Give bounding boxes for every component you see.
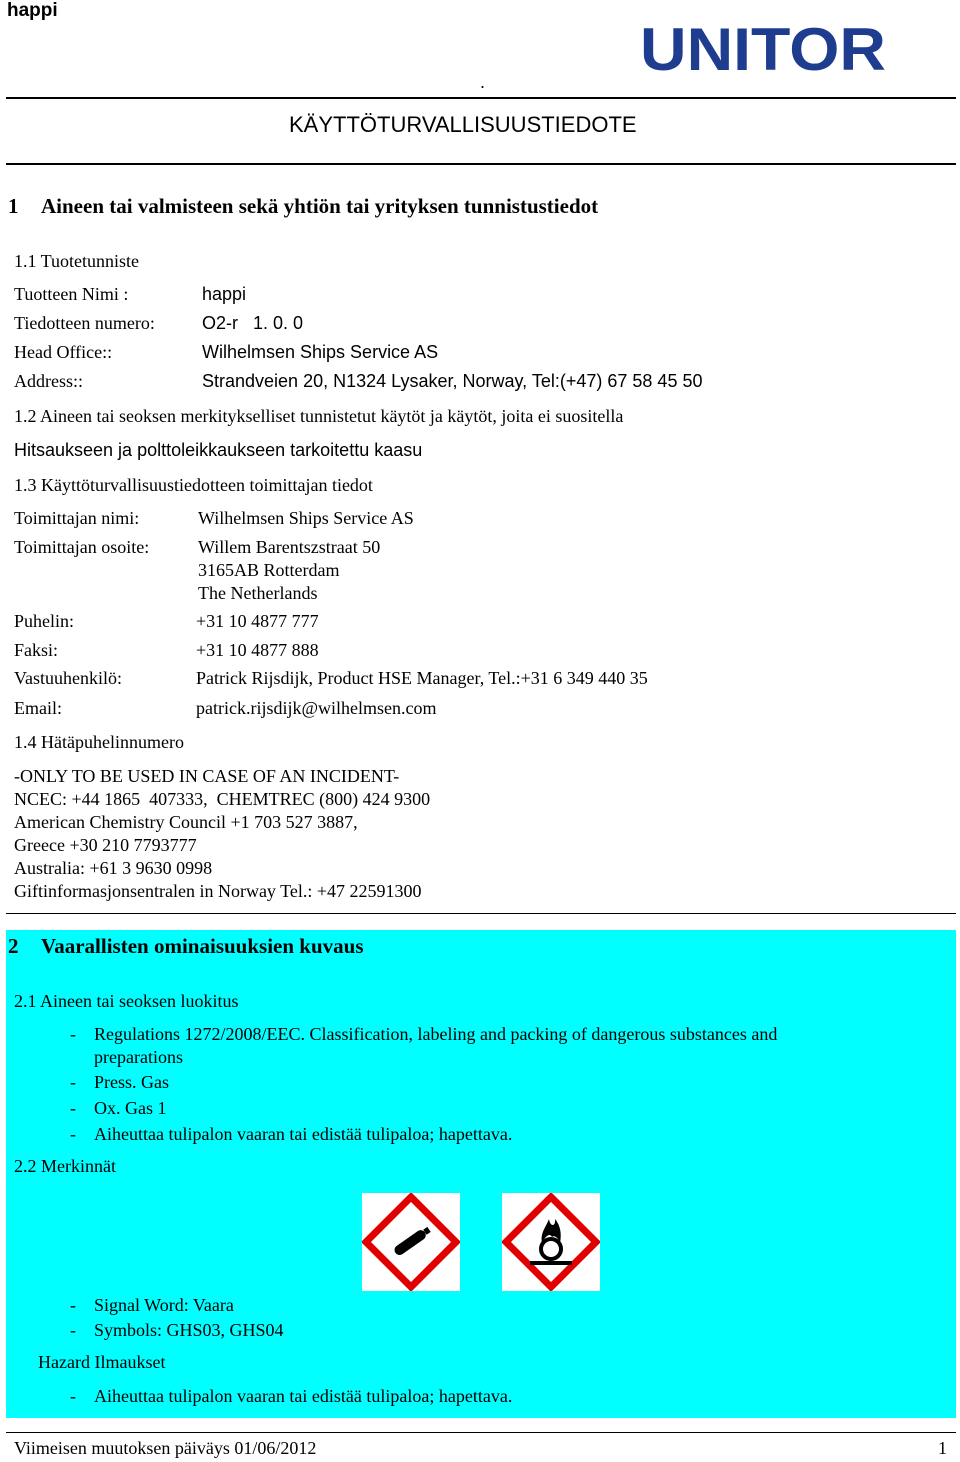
head-office-label: Head Office:: — [14, 342, 113, 362]
subsection-1-3: 1.3 Käyttöturvallisuustiedotteen toimittajan tiedot — [14, 475, 373, 495]
section1-number: 1 — [8, 194, 19, 218]
doc-number-label: Tiedotteen numero: — [14, 313, 155, 333]
phone-value: +31 10 4877 777 — [196, 611, 319, 631]
product-name-value: happi — [202, 284, 247, 304]
list-dash: - — [70, 1124, 76, 1144]
subsection-1-4: 1.4 Hätäpuhelinnumero — [14, 732, 184, 752]
list-dash: - — [70, 1320, 76, 1340]
email-label: Email: — [14, 698, 62, 718]
emergency-line: NCEC: +44 1865 407333, CHEMTREC (800) 424 9300 — [14, 789, 431, 809]
address-label: Address:: — [14, 371, 83, 391]
section1-heading: Aineen tai valmisteen sekä yhtiön tai yrityksen tunnistustiedot — [41, 194, 599, 218]
emergency-line: Australia: +61 3 9630 0998 — [14, 858, 213, 878]
emergency-line: Giftinformasjonsentralen in Norway Tel.: +47 22591300 — [14, 881, 422, 901]
list-dash: - — [70, 1295, 76, 1315]
product-name-label: Tuotteen Nimi : — [14, 284, 129, 304]
phone-label: Puhelin: — [14, 611, 75, 631]
supplier-address-line: Willem Barentszstraat 50 — [198, 537, 381, 557]
supplier-address-line: 3165AB Rotterdam — [198, 560, 340, 580]
list-dash: - — [70, 1386, 76, 1406]
section1-end-rule — [6, 913, 956, 914]
logo-text: UNITOR — [640, 18, 886, 78]
unitor-logo — [640, 18, 890, 78]
gas-cylinder-icon — [362, 1193, 460, 1291]
page-number: 1 — [938, 1438, 947, 1458]
footer-rule — [6, 1432, 956, 1433]
classification-item: Press. Gas — [94, 1072, 169, 1092]
hazard-statement: Aiheuttaa tulipalon vaaran tai edistää tulipaloa; hapettava. — [94, 1386, 513, 1406]
address-value: Strandveien 20, N1324 Lysaker, Norway, Tel:(+47) 67 58 45 50 — [202, 371, 703, 391]
supplier-address-label: Toimittajan osoite: — [14, 537, 150, 557]
subsection-1-2: 1.2 Aineen tai seoksen merkitykselliset tunnistetut käytöt ja käytöt, joita ei suositella — [14, 406, 624, 426]
section2-number: 2 — [8, 934, 19, 958]
title-rule — [6, 163, 956, 165]
fax-value: +31 10 4877 888 — [196, 640, 319, 660]
classification-item: Regulations 1272/2008/EEC. Classification, labeling and packing of dangerous substances and — [94, 1024, 778, 1044]
supplier-name-value: Wilhelmsen Ships Service AS — [198, 508, 414, 528]
list-dash: - — [70, 1098, 76, 1118]
header-product-name: happi — [7, 0, 58, 21]
classification-item: Aiheuttaa tulipalon vaaran tai edistää tulipaloa; hapettava. — [94, 1124, 513, 1144]
intended-use: Hitsaukseen ja polttoleikkaukseen tarkoitettu kaasu — [14, 440, 423, 460]
supplier-address-line: The Netherlands — [198, 583, 318, 603]
head-office-value: Wilhelmsen Ships Service AS — [202, 342, 439, 362]
section2-heading: Vaarallisten ominaisuuksien kuvaus — [41, 934, 364, 958]
list-dash: - — [70, 1024, 76, 1044]
signal-word: Signal Word: Vaara — [94, 1295, 234, 1315]
emergency-line: American Chemistry Council +1 703 527 3887, — [14, 812, 358, 832]
classification-item: Ox. Gas 1 — [94, 1098, 167, 1118]
contact-label: Vastuuhenkilö: — [14, 668, 122, 688]
hazard-heading: Hazard Ilmaukset — [38, 1352, 166, 1372]
supplier-name-label: Toimittajan nimi: — [14, 508, 140, 528]
flame-over-circle-icon — [502, 1193, 600, 1291]
emergency-line: -ONLY TO BE USED IN CASE OF AN INCIDENT- — [14, 766, 400, 786]
revision-date: Viimeisen muutoksen päiväys 01/06/2012 — [14, 1438, 317, 1458]
subsection-2-1: 2.1 Aineen tai seoksen luokitus — [14, 991, 239, 1011]
emergency-line: Greece +30 210 7793777 — [14, 835, 197, 855]
email-value[interactable]: patrick.rijsdijk@wilhelmsen.com — [196, 698, 437, 718]
symbols: Symbols: GHS03, GHS04 — [94, 1320, 284, 1340]
doc-title: KÄYTTÖTURVALLISUUSTIEDOTE — [289, 112, 637, 137]
subsection-1-1: 1.1 Tuotetunniste — [14, 251, 140, 271]
subsection-2-2: 2.2 Merkinnät — [14, 1156, 116, 1176]
header-dot: . — [480, 72, 486, 92]
contact-value: Patrick Rijsdijk, Product HSE Manager, Tel.:+31 6 349 440 35 — [196, 668, 648, 688]
header-rule — [6, 97, 956, 99]
list-dash: - — [70, 1072, 76, 1092]
classification-item-cont: preparations — [94, 1047, 183, 1067]
doc-number-value: O2-r 1. 0. 0 — [202, 313, 304, 333]
fax-label: Faksi: — [14, 640, 59, 660]
